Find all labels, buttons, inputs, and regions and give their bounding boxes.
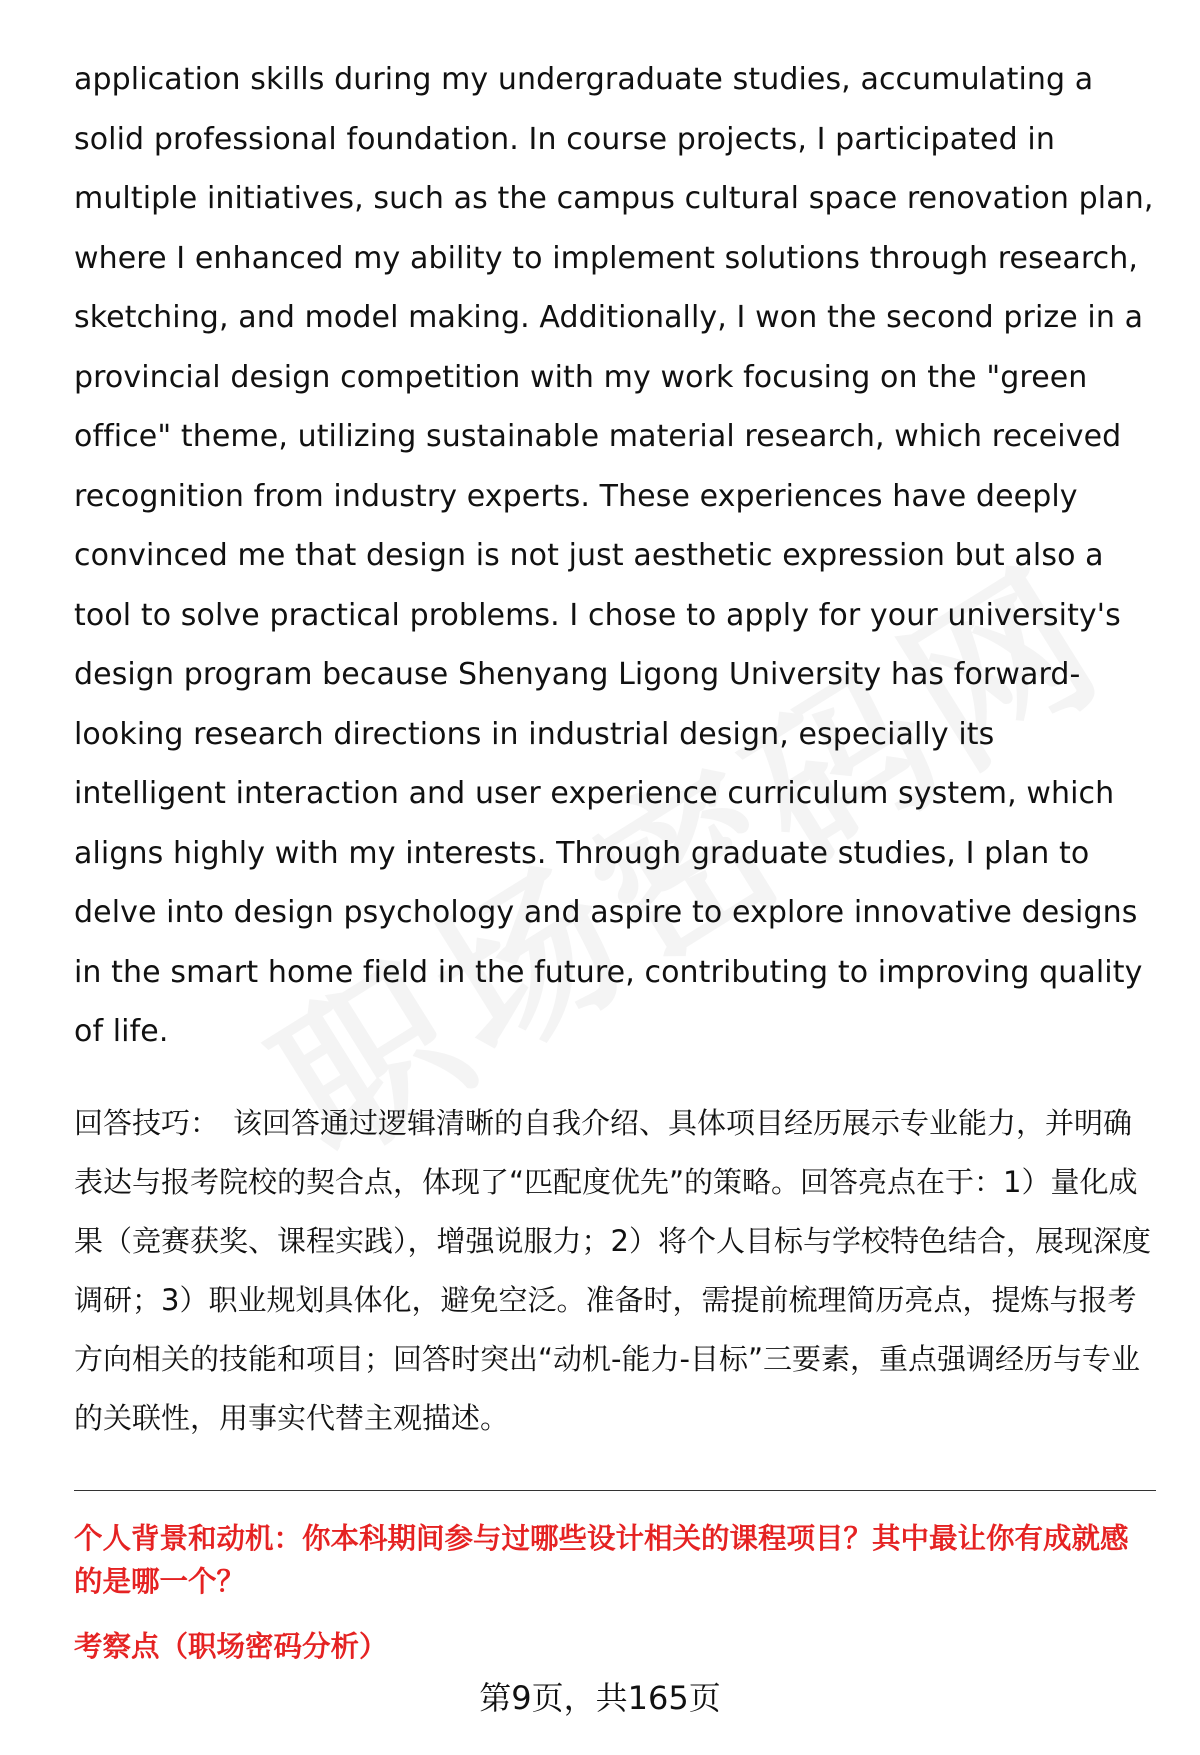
- page-number: 第9页，共165页: [479, 1679, 721, 1717]
- answer-tips-label: 回答技巧：: [74, 1105, 220, 1140]
- section-divider: [74, 1490, 1156, 1491]
- question-heading: 个人背景和动机：你本科期间参与过哪些设计相关的课程项目？其中最让你有成就感的是哪一个？: [74, 1521, 1129, 1598]
- answer-tips: [74, 1094, 1154, 1448]
- document-page: [74, 50, 1154, 1668]
- answer-paragraph: application skills during my undergraduate studies, accumulating a solid professional foundation. In course projects, I participated in multiple initiatives, such as the campus cultural space renovation plan, where I enhanced my ability to implement solutions through research, sketching, and model making. Additionally, I won the second prize in a provincial design competition with my work focusing on the "green office" theme, utilizing sustainable material research, which received recognition from industry experts. These experiences have deeply convinced me that design is not just aesthetic expression but also a tool to solve practical problems. I chose to apply for your university's design program because Shenyang Ligong University has forward-looking research directions in industrial design, especially its intelligent interaction and user experience curriculum system, which aligns highly with my interests. Through graduate studies, I plan to delve into design psychology and aspire to explore innovative designs in the smart home field in the future, contributing to improving quality of life.: [74, 62, 1154, 1049]
- assessment-point-heading: 考察点（职场密码分析）: [74, 1629, 388, 1663]
- answer-tips-text: 该回答通过逻辑清晰的自我介绍、具体项目经历展示专业能力，并明确表达与报考院校的契合点，体现了“匹配度优先”的策略。回答亮点在于：1）量化成果（竞赛获奖、课程实践），增强说服力；2）将个人目标与学校特色结合，展现深度调研；3）职业规划具体化，避免空泛。准备时，需提前梳理简历亮点，提炼与报考方向相关的技能和项目；回答时突出“动机-能力-目标”三要素，重点强调经历与专业的关联性，用事实代替主观描述。: [74, 1105, 1151, 1435]
